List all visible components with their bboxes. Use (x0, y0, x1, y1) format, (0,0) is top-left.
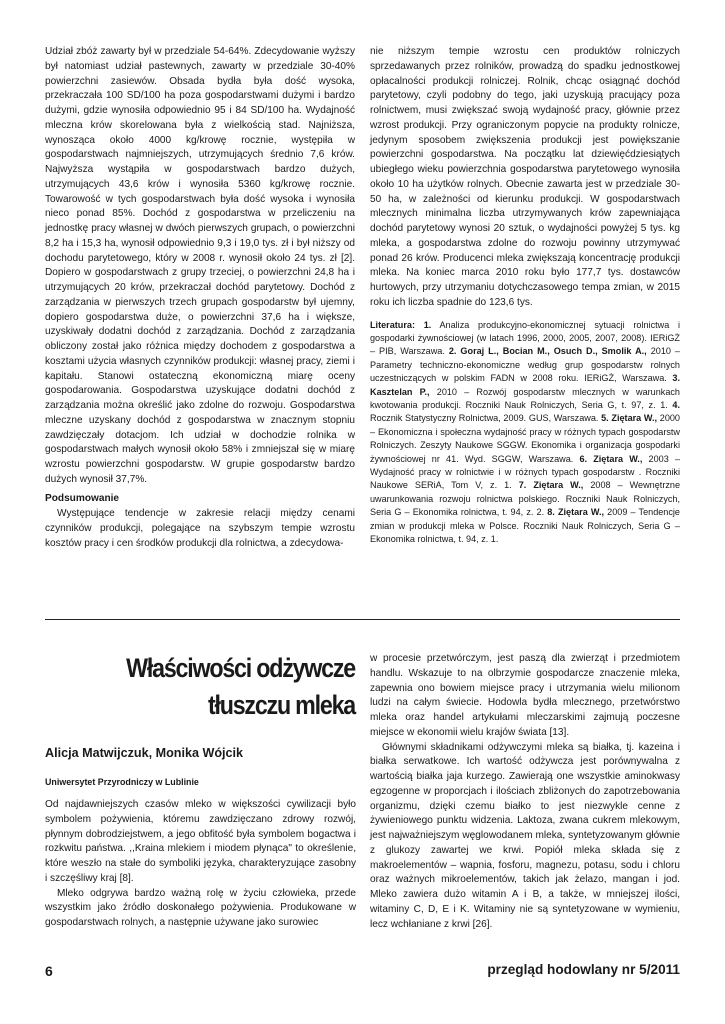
body-paragraph: Występujące tendencje w zakresie relacji między cenami czynników produkcji, polegające na szybszym tempie wzrostu kosztów pracy i cen środków produkcji dla rolnictwa, a zdecydowa- (45, 508, 355, 549)
body-paragraph: Głównymi składnikami odżywczymi mleka są białka, tj. kazeina i białka serwatkowe. Ich wartość odżywcza jest porównywalna z wartością białka jaja kurzego. Zawierają one wszystkie aminokwasy egzogenne w proporcjach i ilościach zbliżonych do zapotrzebowania organizmu, dzięki czemu białko to jest niezwykle cenne z żywieniowego punktu widzenia. Laktoza, zwana cukrem mlekowym, jest najważniejszym węglowodanem mleka, syntetyzowanym głównie z glukozy zawartej we krwi. Popiół mleka składa się z makroelementów – wapnia, fosforu, magnezu, potasu, sodu i chloru oraz ważnych mikroelementów, takich jak żelazo, mangan i jod. Mleko zawiera dużo witamin A i B, a także, w mniejszej ilości, witaminy C, D, E i K. Witaminy nie są syntetyzowane w wymieniu, lecz wchłaniane z krwi [26]. (370, 741, 680, 930)
reference-text: 2009 – Tendencje zmian w produkcji mleka w Polsce. Roczniki Nauk Rolniczych, Seria G – Ekonomika rolnictwa, t. 94, z. 1. (370, 507, 680, 544)
article-affiliation: Uniwersytet Przyrodniczy w Lublinie (45, 777, 199, 787)
body-paragraph: Udział zbóż zawarty był w przedziale 54-64%. Zdecydowanie wyższy był natomiast udział pastewnych, zawarty w przedziale 30-40% powierzchni zasiewów. Obsada bydła była dość wysoka, przekraczała 100 SD/100 ha poza gospodarstwami dużymi i bardzo dużymi, gdzie wynosiła odpowiednio 95 i 84 SD/100 ha. Wydajność mleczna krów skorelowana była z wielkością stad. Najniższa, wynosząca około 4000 kg/krowę rocznie, występiła w gospodarstwach najmniejszych, utrzymujących średnio 7,6 krów. Najwyższa wystąpiła w gospodarstwach bardzo dużych, utrzymujących 43,6 krów i wynosiła 5360 kg/krowę rocznie. Towarowość w tych gospodarstwach była dość wysoka i wynosiła nieco ponad 85%. Dochód z gospodarstwa w przeliczeniu na jednostkę pracy własnej w dwóch pierwszych grupach, o powierzchni 8,2 ha i 15,3 ha, wynosił odpowiednio 9,3 i 19,0 tys. zł i był niższy od dochodu parytetowego, który w 2008 r. wynosił około 24 tys. zł [2]. Dopiero w gospodarstwach z grupy trzeciej, o powierzchni 24,8 ha i utrzymujących 20 krów, przekraczał dochód parytetowy. Dochód z zarządzania w pierwszych trzech grupach gospodarstw był ujemny, dopiero gospodarstwa duże, o powierzchni 37,6 ha i większe, uzyskiwały dodatni dochód z zarządzania. Dochód z zarządzania obliczony został jako różnica między dochodem z gospodarstwa a kosztami użycia własnych czynników produkcji: własnej pracy, ziemi i kapitału. Stanowi ostateczną ekonomiczną miarę oceny gospodarowania. Gospodarstwa uzyskujące dodatni dochód z zarządzania można określić jako zdolne do rozwoju. Gospodarstwa mleczne uzyskany dochód z gospodarstwa w znacznym stopniu zawdzięczały dotacjom. Ich udział w dochodzie rolnika w gospodarstwach małych wynosił około 58% i zmniejszał się w miarę wzrostu powierzchni gospodarstw. W grupie gospodarstw bardzo dużych wynosił 37,7%. (45, 46, 355, 485)
reference-text: 2000 – Ekonomiczna i społeczna wydajność pracy w różnych typach gospodarstw Rolniczych. Zeszyty Naukowe SGGW. Ekonomika i organizacja gospodarki żywnościowej nr 41. Wyd. SGGW, Warszawa. (370, 413, 680, 464)
reference-number: 6. Ziętara W., (579, 453, 643, 464)
section-heading-summary: Podsumowanie (45, 492, 120, 504)
reference-number: 8. Ziętara W., (547, 507, 605, 518)
section-divider (45, 619, 680, 620)
reference-text: 2010 – Parametry techniczno-ekonomiczne według grup gospodarstw rolnych uczestniczących w polskim FADN w 2008 roku. IERiGŻ, Warszawa. (370, 346, 680, 384)
body-paragraph: Od najdawniejszych czasów mleko w większości cywilizacji było symbolem pożywienia, któremu zawdzięczano zdrowy rozwój, płynnym dobrodziejstwem, a jego obfitość była symbolem bogactwa i rozkwitu państwa. ,,Kraina mlekiem i miodem płynąca" to określenie, które weszło na stałe do symboliki języka, charakteryzujące zasobny i szczęśliwy kraj [8]. (45, 799, 356, 884)
reference-number: 3. Kasztelan P., (370, 373, 680, 397)
page-number: 6 (45, 963, 53, 979)
body-paragraph: nie niższym tempie wzrostu cen produktów rolniczych sprzedawanych przez rolników, prowadzą do spadku jednostkowej opłacalności produkcji rolniczej. Rolnik, chcąc osiągnąć dochód parytetowy, czyli podobny do tego, jaki uzyskują pracujący poza rolnictwem, musi zwiększać swoją wydajność pracy, głównie przez wzrost produkcji. Przy ograniczonym popycie na produkty rolnicze, jedynym sposobem zwiększenia produkcji jest powiększanie powierzchni gospodarstwa. Na początku lat dziewięćdziesiątych ubiegłego wieku powierzchnia gospodarstwa parytetowego wynosiła około 10 ha użytków rolnych. Obecnie zawarta jest w przedziale 30-50 ha, w zależności od kierunku produkcji. W gospodarstwach mlecznych minimalna liczba utrzymywanych krów zapewniająca dochód parytetowy wynosi 20 sztuk, o wydajności powyżej 5 tys. kg mleka, a gospodarstwa zdolne do rozwoju powinny utrzymywać ponad 26 krów. Producenci mleka zwiększają koncentrację produkcji mleka. Na koniec marca 2010 roku było 177,7 tys. dostawców hurtowych, przy utrzymaniu dotychczasowego tempa zmian, w 2015 roku ich liczba spadnie do 123,6 tys. (370, 46, 680, 308)
reference-number: 5. Ziętara W., (601, 413, 658, 424)
article-authors: Alicja Matwijczuk, Monika Wójcik (45, 746, 244, 760)
reference-text: 2008 – Wewnętrzne uwarunkowania rozwoju rolnictwa polskiego. Roczniki Nauk Rolniczych, Seria G – Ekonomika rolnictwa, t. 94, z. 2. (370, 480, 681, 518)
reference-text: 2003 – Wydajność pracy w rolnictwie i w różnych typach gospodarstw . Roczniki Naukowe SERiA, Tom V, z. 1. (370, 453, 680, 491)
literature-list (370, 319, 680, 547)
article-right-column (370, 652, 680, 932)
reference-text: Rocznik Statystyczny Rolnictwa, 2009. GUS, Warszawa. (370, 413, 602, 424)
literature-label: Literatura: (370, 319, 415, 330)
reference-text: Analiza produkcyjno-ekonomicznej sytuacji rolnictwa i gospodarki żywnościowej (w latach 1996, 2000, 2005, 2007, 2008). IERiGŻ – PIB, Warszawa. (370, 319, 680, 357)
body-paragraph: Mleko odgrywa bardzo ważną rolę w życiu człowieka, przede wszystkim jako źródło doskonałego pożywienia. Produkowane w gospodarstwach rolnych, a następnie używane jako surowiec (45, 887, 356, 928)
article-title-line: tłuszczu mleka (207, 690, 355, 720)
body-paragraph: w procesie przetwórczym, jest paszą dla zwierząt i przedmiotem handlu. Wskazuje to na olbrzymie gospodarcze znaczenie mleka, zapewnia ono bowiem miejsce pracy i utrzymania wielu milionom ludzi na całym świecie. Hodowla bydła mlecznego, przetwórstwo mleka oraz handel artykułami mleczarskimi zajmują poczesne miejsce w ekonomii wielu krajów świata [13]. (370, 653, 680, 738)
reference-text: 2010 – Rozwój gospodarstw mlecznych w warunkach kwotowania produkcji. Roczniki Nauk Rolniczych, Seria G, t. 97, z. 1. (370, 386, 680, 410)
article-left-column (45, 798, 356, 931)
reference-number: 7. Ziętara W., (518, 480, 584, 491)
article-title-line: Właściwości odżywcze (126, 653, 355, 683)
article-title (88, 650, 355, 724)
top-right-column (370, 45, 680, 546)
reference-number: 2. Goraj L., Bocian M., Osuch D., Smolik A., (448, 346, 647, 357)
reference-number: 1. (423, 319, 432, 330)
reference-number: 4. (672, 399, 680, 410)
top-left-column (45, 45, 355, 552)
journal-footer: przegląd hodowlany nr 5/2011 (487, 962, 680, 977)
